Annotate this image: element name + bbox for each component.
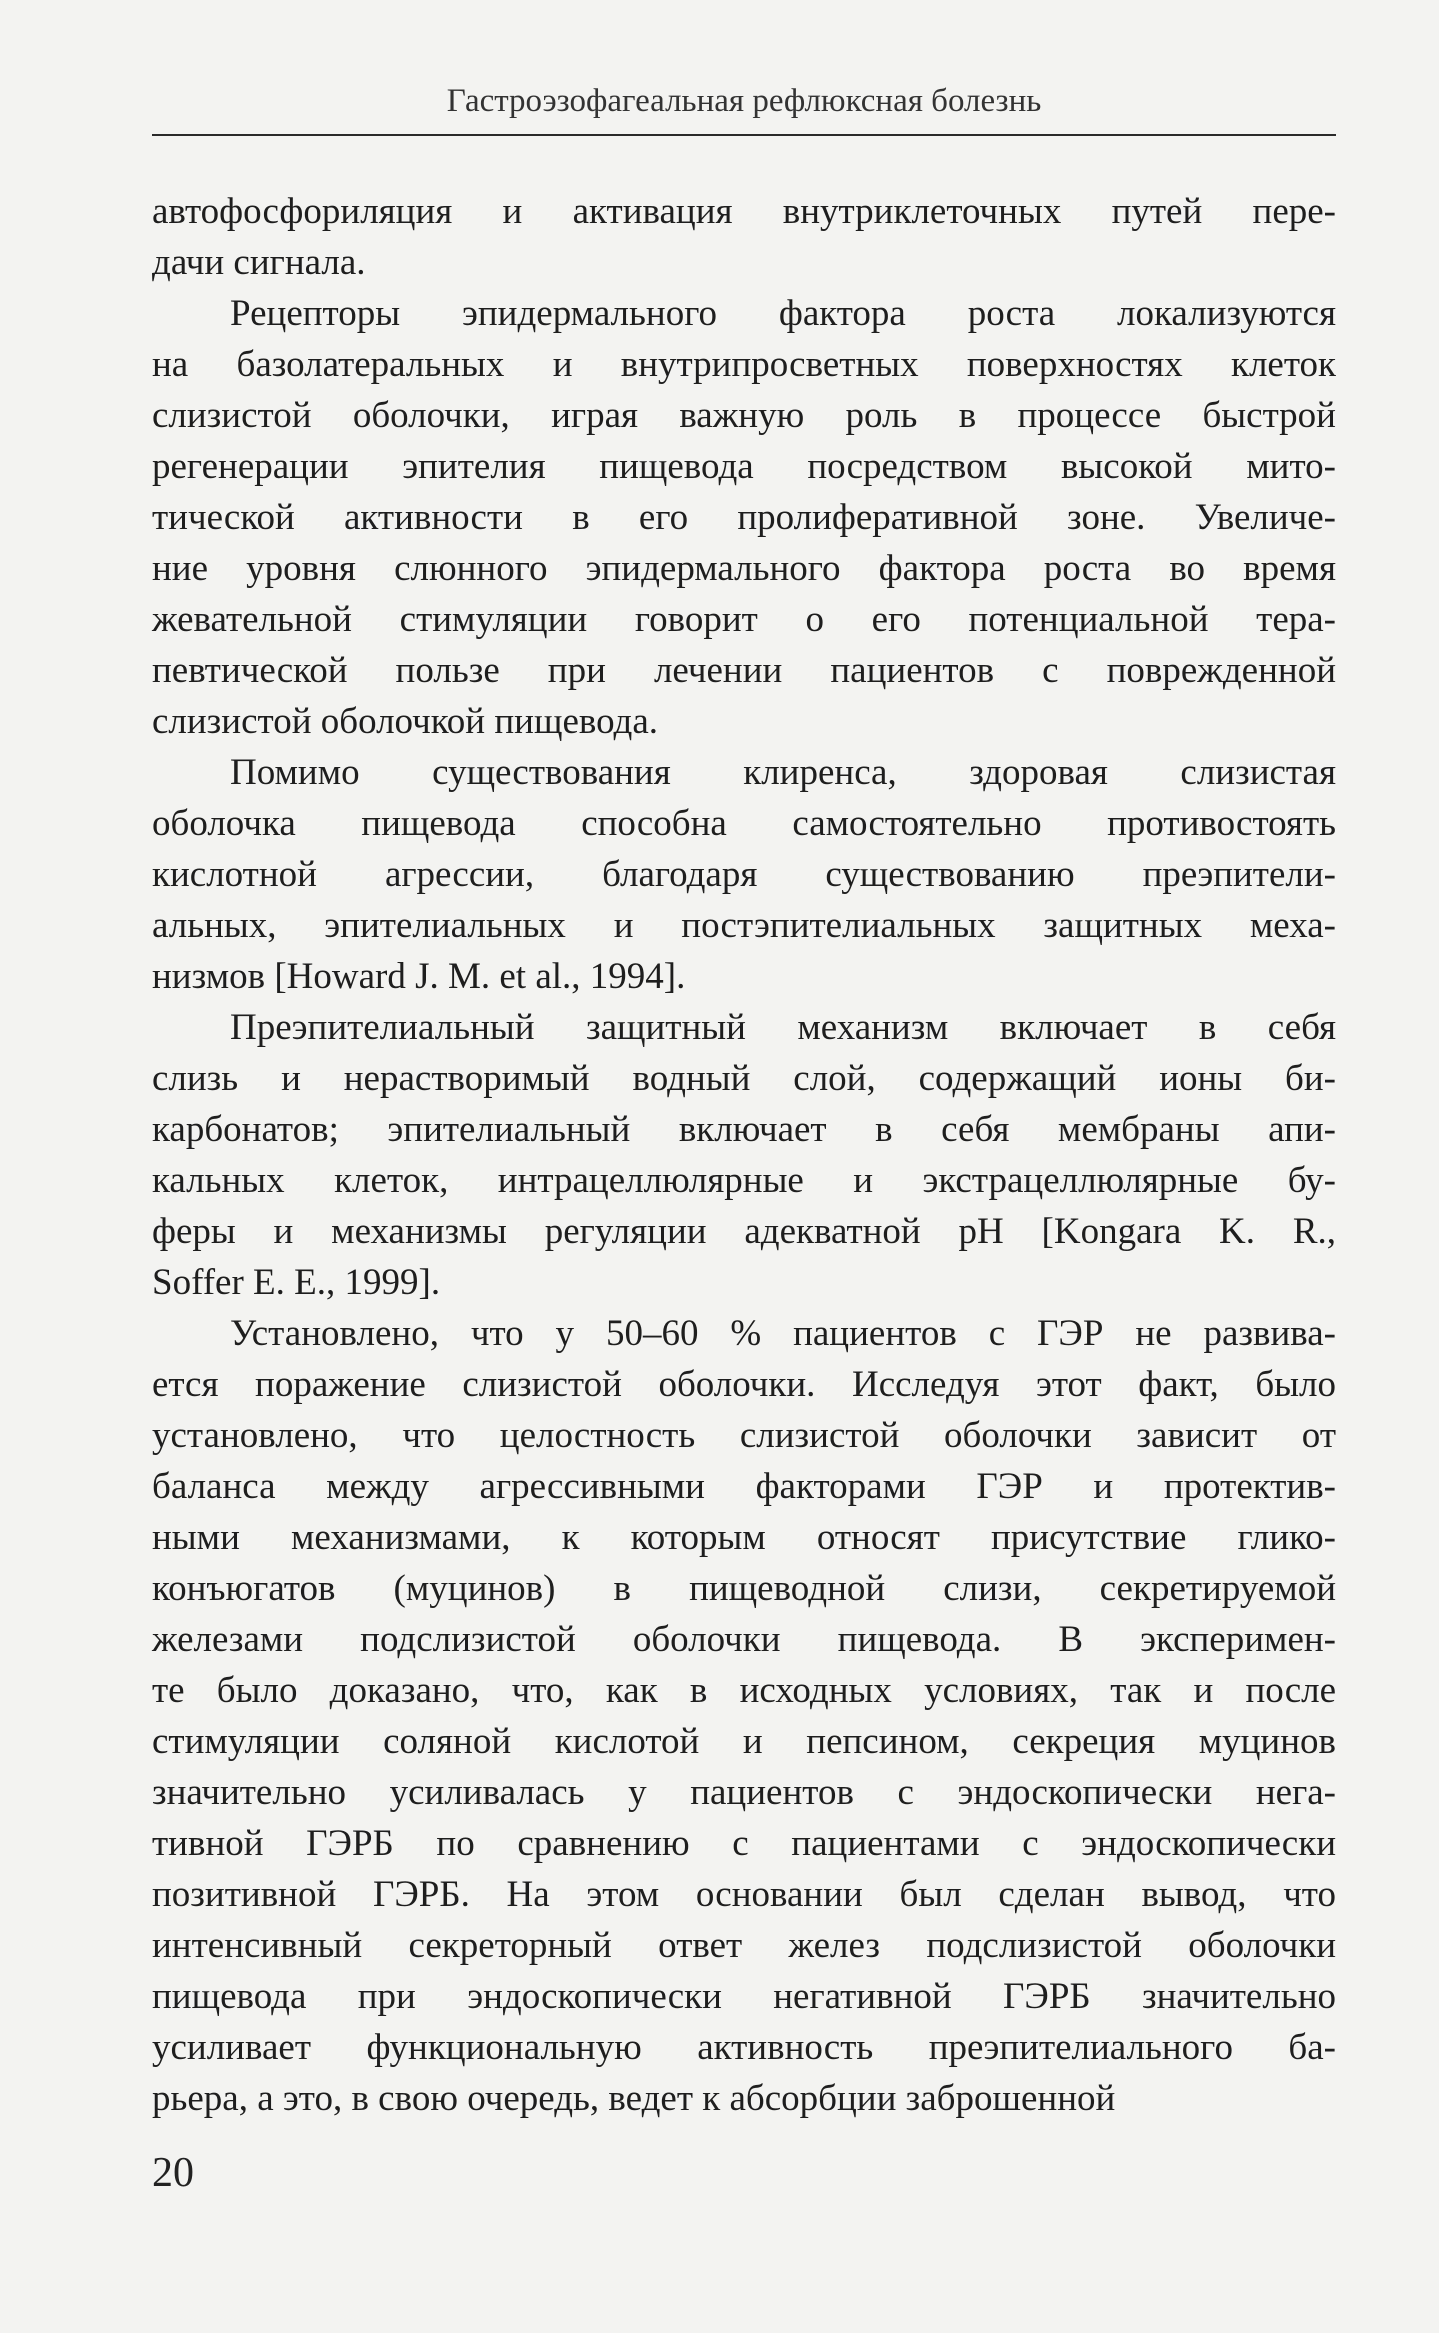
text-line: слизистой оболочкой пищевода. [152, 701, 659, 742]
paragraph [152, 1308, 1336, 2124]
header-rule [152, 134, 1336, 136]
text-line: карбонатов; эпителиальный включает в себя мембраны апи- [152, 1109, 1336, 1150]
text-line: позитивной ГЭРБ. На этом основании был сделан вывод, что [152, 1874, 1336, 1915]
text-line: оболочка пищевода способна самостоятельно противостоять [152, 803, 1336, 844]
paragraph [152, 186, 1336, 288]
text-line: дачи сигнала. [152, 242, 366, 283]
text-line: ние уровня слюнного эпидермального фактора роста во время [152, 548, 1336, 589]
text-line: тической активности в его пролиферативной зоне. Увеличе- [152, 497, 1336, 538]
text-line: усиливает функциональную активность преэпителиального ба- [152, 2027, 1336, 2068]
text-line: кислотной агрессии, благодаря существованию преэпители- [152, 854, 1336, 895]
paragraph [152, 747, 1336, 1002]
text-line: на базолатеральных и внутрипросветных поверхностях клеток [152, 344, 1336, 385]
text-line: слизистой оболочки, играя важную роль в процессе быстрой [152, 395, 1336, 436]
text-line: певтической пользе при лечении пациентов с поврежденной [152, 650, 1336, 691]
text-line: регенерации эпителия пищевода посредством высокой мито- [152, 446, 1336, 487]
text-line: автофосфориляция и активация внутриклеточных путей пере- [152, 191, 1336, 232]
text-line: интенсивный секреторный ответ желез подслизистой оболочки [152, 1925, 1336, 1966]
text-line: стимуляции соляной кислотой и пепсином, секреция муцинов [152, 1721, 1336, 1762]
text-line: Рецепторы эпидермального фактора роста локализуются [230, 293, 1336, 334]
text-line: железами подслизистой оболочки пищевода. В эксперимен- [152, 1619, 1336, 1660]
text-line: конъюгатов (муцинов) в пищеводной слизи, секретируемой [152, 1568, 1336, 1609]
running-head: Гастроэзофагеальная рефлюксная болезнь [446, 83, 1042, 119]
text-line: пищевода при эндоскопически негативной ГЭРБ значительно [152, 1976, 1336, 2017]
text-line: Преэпителиальный защитный механизм включает в себя [230, 1007, 1336, 1048]
text-line: слизь и нерастворимый водный слой, содержащий ионы би- [152, 1058, 1336, 1099]
text-line: те было доказано, что, как в исходных условиях, так и после [152, 1670, 1336, 1711]
text-line: баланса между агрессивными факторами ГЭР и протектив- [152, 1466, 1336, 1507]
text-line: феры и механизмы регуляции адекватной pH [Kongara K. R., [152, 1211, 1336, 1252]
text-line: низмов [Howard J. M. et al., 1994]. [152, 956, 686, 997]
text-line: альных, эпителиальных и постэпителиальных защитных меха- [152, 905, 1336, 946]
paragraph [152, 288, 1336, 747]
text-line: ными механизмами, к которым относят присутствие глико- [152, 1517, 1336, 1558]
text-line: кальных клеток, интрацеллюлярные и экстрацеллюлярные бу- [152, 1160, 1336, 1201]
text-line: жевательной стимуляции говорит о его потенциальной тера- [152, 599, 1336, 640]
text-line: ется поражение слизистой оболочки. Исследуя этот факт, было [152, 1364, 1336, 1405]
text-line: рьера, а это, в свою очередь, ведет к абсорбции заброшенной [152, 2078, 1116, 2119]
text-line: Помимо существования клиренса, здоровая слизистая [230, 752, 1336, 793]
body-text [152, 186, 1336, 2124]
text-line: установлено, что целостность слизистой оболочки зависит от [152, 1415, 1336, 1456]
text-line: Soffer E. E., 1999]. [152, 1262, 441, 1303]
text-line: Установлено, что у 50–60 % пациентов с ГЭР не развива- [230, 1313, 1336, 1354]
paragraph [152, 1002, 1336, 1308]
page-number: 20 [152, 2150, 194, 2196]
text-line: тивной ГЭРБ по сравнению с пациентами с эндоскопически [152, 1823, 1336, 1864]
text-line: значительно усиливалась у пациентов с эндоскопически нега- [152, 1772, 1336, 1813]
